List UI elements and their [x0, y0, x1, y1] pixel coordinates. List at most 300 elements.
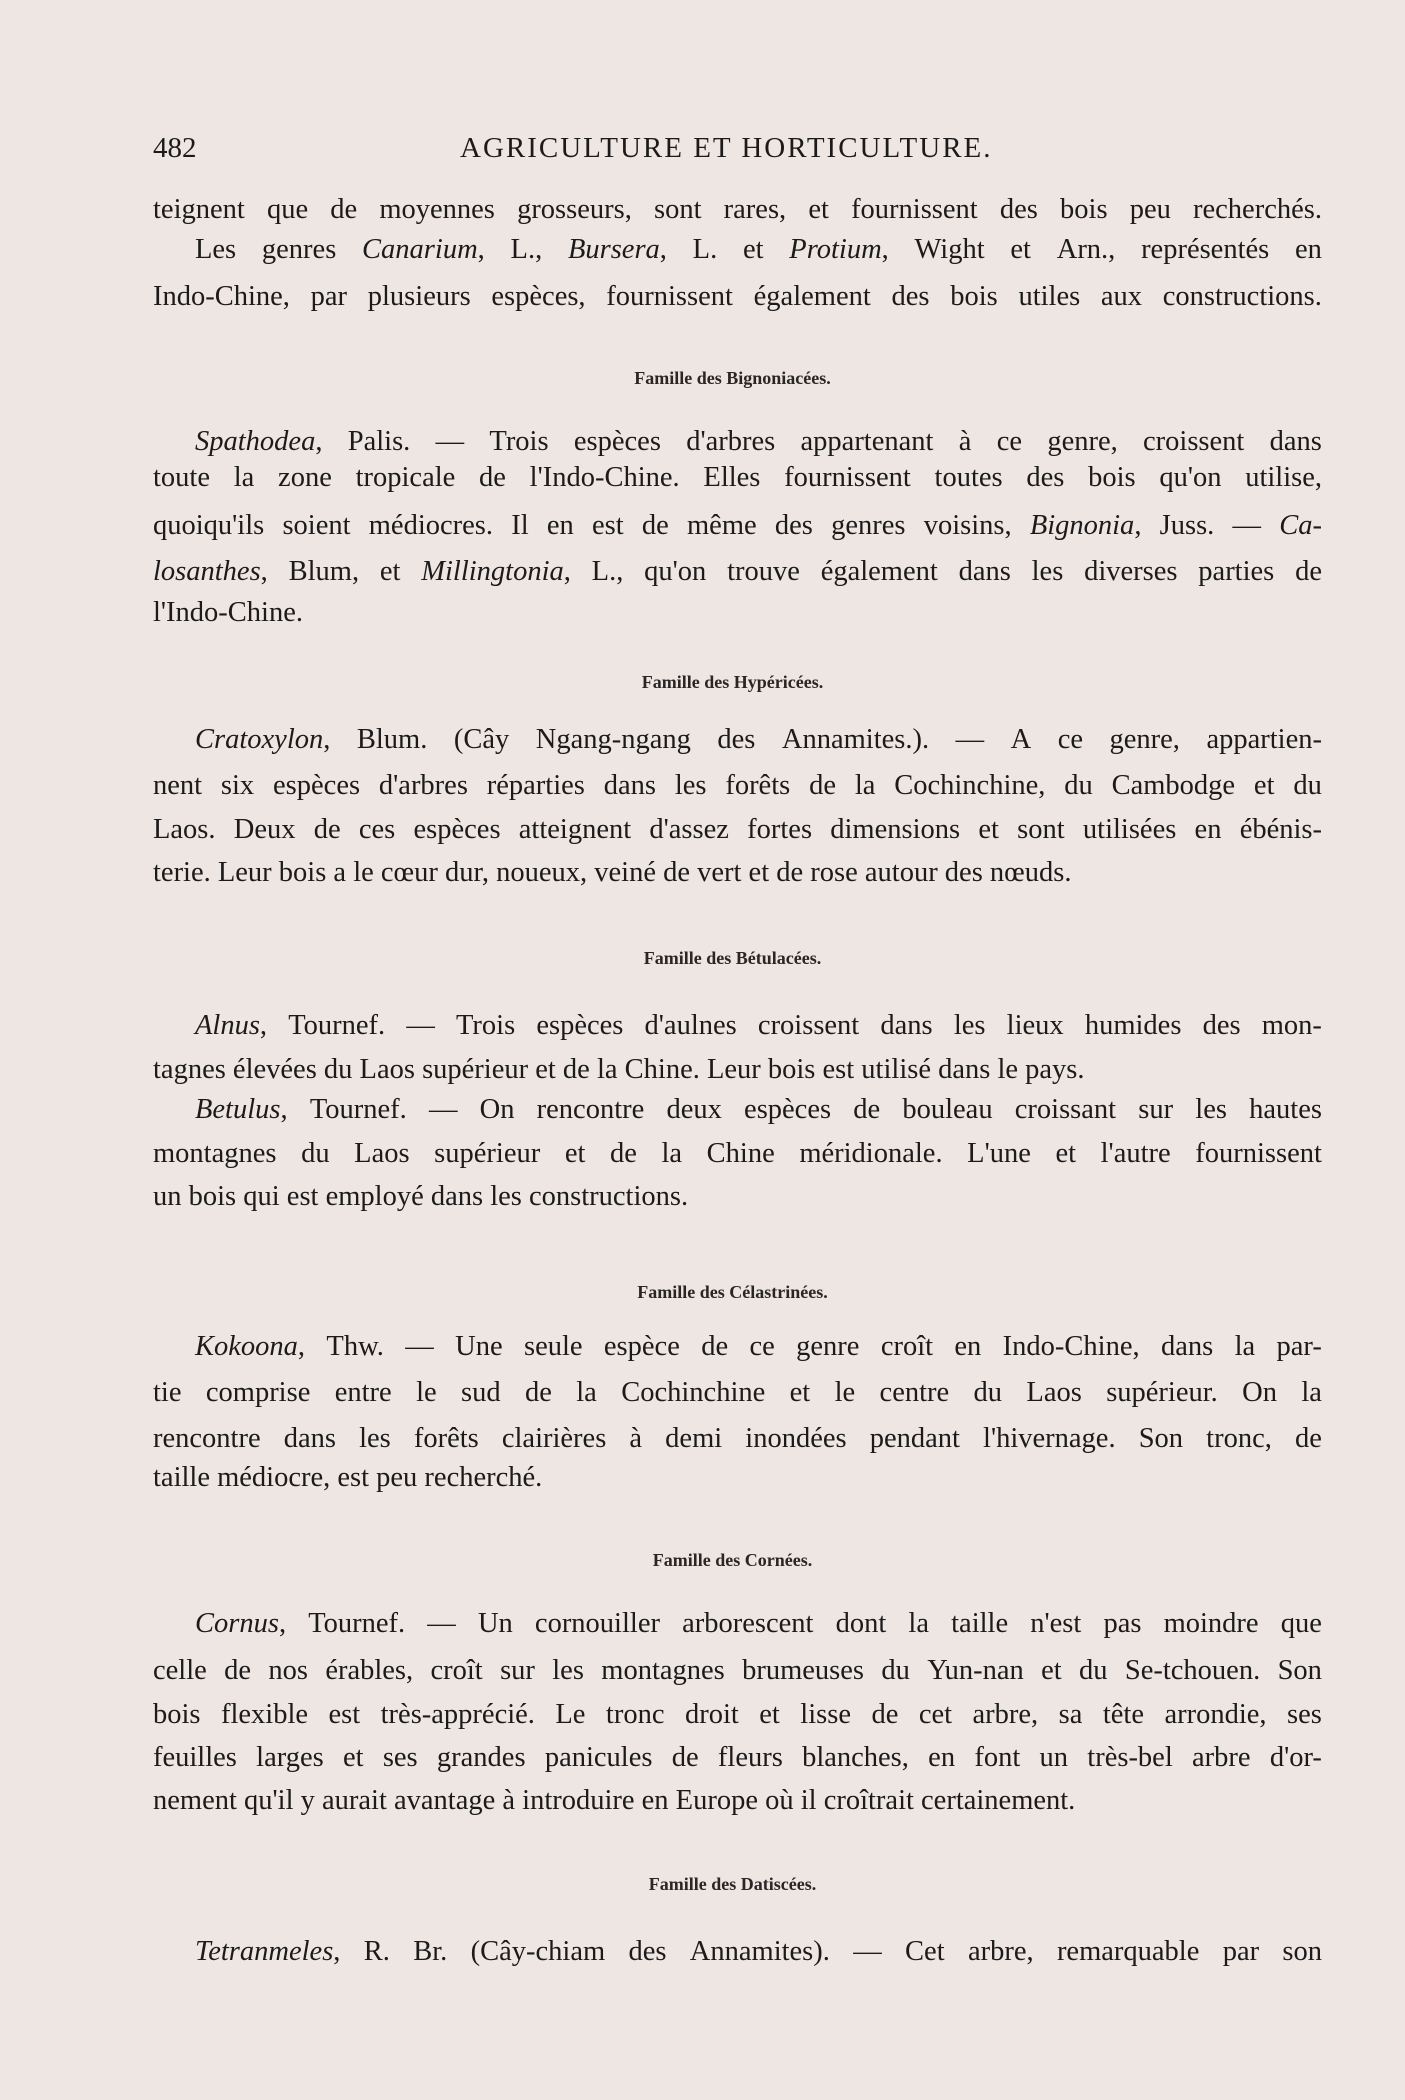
word: recherchés.: [1193, 194, 1322, 225]
word: en: [1295, 234, 1322, 265]
word: Kokoona,: [195, 1331, 306, 1362]
text-line: [153, 766, 1322, 806]
word: la: [854, 770, 876, 801]
word: —: [955, 724, 985, 755]
word: et: [1041, 1655, 1062, 1686]
word: des: [774, 510, 813, 541]
word: L.,: [591, 556, 624, 587]
word: supérieur: [434, 1138, 541, 1169]
word: mon-: [1261, 1010, 1322, 1041]
word: Tournef.: [309, 1094, 407, 1125]
word: Protium,: [789, 234, 889, 265]
word: dans: [283, 1423, 336, 1454]
word: Ngang-ngang: [535, 724, 691, 755]
word: Annamites).: [689, 1936, 830, 1967]
word: des: [717, 724, 756, 755]
word: les: [953, 1010, 986, 1041]
word: Cambodge: [1111, 770, 1236, 801]
word: dans: [1160, 1331, 1214, 1362]
word: de: [524, 1377, 552, 1408]
word: du: [1079, 1655, 1108, 1686]
word: l'Indo-Chine.: [529, 462, 680, 493]
word: Elles: [703, 462, 761, 493]
word: également: [753, 281, 871, 312]
word: droit: [684, 1699, 739, 1730]
text-line: [195, 230, 1322, 270]
word: de: [1294, 1423, 1322, 1454]
word: de: [330, 194, 358, 225]
word: des: [1026, 462, 1065, 493]
section-heading: Famille des Célastrinées.: [637, 1282, 828, 1302]
text-line: [195, 422, 1322, 462]
word: A: [1010, 724, 1032, 755]
word: rencontre: [153, 1423, 261, 1454]
word: celle: [153, 1655, 207, 1686]
word: le: [416, 1377, 437, 1408]
word: en: [1194, 814, 1222, 845]
word: (Cây-chiam: [470, 1936, 606, 1967]
word: Tetranmeles,: [195, 1936, 341, 1967]
word: forêts: [413, 1423, 479, 1454]
word: et: [1010, 234, 1031, 265]
word: dans: [603, 770, 656, 801]
word: nos: [268, 1655, 308, 1686]
word: dans: [1269, 426, 1322, 457]
word: quoiqu'ils: [153, 510, 265, 541]
word: d'or-: [1269, 1742, 1322, 1773]
word: espèces: [744, 1094, 832, 1125]
word: en: [546, 510, 574, 541]
word: tronc: [605, 1699, 665, 1730]
word: du: [1293, 770, 1322, 801]
word: ébénis-: [1239, 814, 1322, 845]
word: espèces: [573, 426, 661, 457]
word: du: [973, 1377, 1003, 1408]
word: l'hivernage.: [983, 1423, 1116, 1454]
text-line: [153, 506, 1322, 546]
word: hautes: [1249, 1094, 1322, 1125]
word: érables,: [325, 1655, 414, 1686]
word: du: [301, 1138, 330, 1169]
word: Blum.: [356, 724, 428, 755]
word: taille: [951, 1608, 1009, 1639]
word: sud: [461, 1377, 501, 1408]
word: et: [759, 1699, 780, 1730]
text-line: [153, 1373, 1322, 1413]
section-heading: Famille des Bignoniacées.: [634, 368, 831, 388]
word: les: [674, 770, 707, 801]
word: Laos: [1026, 1377, 1082, 1408]
word: bois: [1060, 194, 1108, 225]
text-line: [153, 1050, 1322, 1090]
word: du: [881, 1655, 910, 1686]
word: arbre,: [967, 1936, 1034, 1967]
word: Arn.,: [1056, 234, 1116, 265]
word: Millingtonia,: [421, 556, 571, 587]
word: Cochinchine: [621, 1377, 766, 1408]
word: teignent: [153, 194, 245, 225]
text-line: [153, 810, 1322, 850]
word: cet: [918, 1699, 953, 1730]
word: Thw.: [326, 1331, 384, 1362]
text-run: tagnes élevées du Laos supérieur et de la Chine. Leur bois est utilisé dans le pays.: [153, 1054, 1085, 1085]
word: zone: [278, 462, 332, 493]
text-line: [153, 277, 1322, 317]
word: fournissent: [1195, 1138, 1322, 1169]
word: ce: [996, 426, 1023, 457]
word: deux: [666, 1094, 722, 1125]
text-line: [195, 720, 1322, 760]
word: Une: [455, 1331, 503, 1362]
word: également: [820, 556, 938, 587]
word: espèce: [603, 1331, 680, 1362]
word: de: [809, 770, 836, 801]
word: est: [591, 510, 624, 541]
word: moyennes: [379, 194, 495, 225]
word: toute: [153, 462, 210, 493]
word: d'arbres: [686, 426, 776, 457]
word: qu'on: [644, 556, 707, 587]
word: d'aulnes: [644, 1010, 737, 1041]
word: d'arbres: [378, 770, 468, 801]
word: Chine: [706, 1138, 775, 1169]
word: larges: [256, 1742, 324, 1773]
word: en: [954, 1331, 982, 1362]
word: dont: [835, 1608, 887, 1639]
word: arbre: [1192, 1742, 1251, 1773]
word: dimensions: [830, 814, 961, 845]
word: tie: [153, 1377, 182, 1408]
word: le: [834, 1377, 856, 1408]
word: R.: [363, 1936, 390, 1967]
word: Trois: [489, 426, 549, 457]
word: un: [1039, 1742, 1069, 1773]
word: Indo-Chine,: [153, 281, 290, 312]
text-line: [195, 1932, 1322, 1972]
word: des: [891, 281, 930, 312]
word: sont: [654, 194, 702, 225]
word: utiles: [1018, 281, 1081, 312]
word: comprise: [205, 1377, 311, 1408]
text-line: [153, 1419, 1322, 1459]
word: L.: [692, 234, 718, 265]
word: et: [379, 556, 401, 587]
text-run: l'Indo-Chine.: [153, 597, 303, 628]
text-line: [195, 1006, 1322, 1046]
word: trouve: [727, 556, 800, 587]
word: très-apprécié.: [380, 1699, 535, 1730]
word: par: [310, 281, 348, 312]
word: Alnus,: [195, 1010, 268, 1041]
word: sur: [500, 1655, 535, 1686]
word: cornouiller: [534, 1608, 660, 1639]
text-line: [153, 552, 1322, 592]
text-run: un bois qui est employé dans les constructions.: [153, 1181, 689, 1212]
word: font: [974, 1742, 1021, 1773]
word: la: [1301, 1377, 1322, 1408]
word: et: [742, 234, 764, 265]
word: utilise,: [1245, 462, 1322, 493]
text-line: [153, 458, 1322, 498]
word: clairières: [501, 1423, 607, 1454]
text-line: [153, 1651, 1322, 1691]
word: de: [313, 814, 341, 845]
word: que: [266, 194, 309, 225]
word: espèces: [273, 770, 361, 801]
word: forêts: [725, 770, 791, 801]
word: qu'on: [1159, 462, 1222, 493]
word: de: [853, 1094, 881, 1125]
word: lieux: [1006, 1010, 1064, 1041]
word: croissent: [1143, 426, 1245, 457]
word: de: [609, 1138, 637, 1169]
word: n'est: [1030, 1608, 1082, 1639]
word: montagnes: [601, 1655, 725, 1686]
word: six: [220, 770, 255, 801]
text-line: [153, 1177, 1322, 1217]
word: espèces: [413, 814, 501, 845]
word: médiocres.: [368, 510, 493, 541]
word: inondées: [745, 1423, 847, 1454]
word: Palis.: [347, 426, 411, 457]
word: la: [908, 1608, 929, 1639]
word: Tournef.: [308, 1608, 406, 1639]
word: plusieurs: [367, 281, 471, 312]
word: toutes: [934, 462, 1003, 493]
word: arrondie,: [1164, 1699, 1267, 1730]
word: de: [871, 1699, 899, 1730]
word: grandes: [436, 1742, 526, 1773]
word: ses: [382, 1742, 418, 1773]
word: (Cây: [453, 724, 510, 755]
text-line: [153, 593, 1322, 633]
word: pendant: [869, 1423, 960, 1454]
word: L'une: [967, 1138, 1031, 1169]
word: que: [1280, 1608, 1322, 1639]
word: et: [1055, 1138, 1077, 1169]
word: dans: [958, 556, 1011, 587]
word: genres: [261, 234, 337, 265]
word: feuilles: [153, 1742, 237, 1773]
word: aux: [1100, 281, 1143, 312]
word: à: [629, 1423, 643, 1454]
word: —: [1232, 510, 1262, 541]
word: Cratoxylon,: [195, 724, 331, 755]
word: On: [479, 1094, 515, 1125]
word: diverses: [1084, 556, 1178, 587]
word: appartien-: [1206, 724, 1322, 755]
word: L.,: [510, 234, 543, 265]
word: les: [1031, 556, 1064, 587]
word: Blum,: [288, 556, 360, 587]
word: —: [853, 1936, 882, 1967]
text-line: [153, 190, 1322, 230]
word: grosseurs,: [517, 194, 632, 225]
word: de: [224, 1655, 252, 1686]
word: et: [564, 1138, 586, 1169]
word: de: [1295, 556, 1322, 587]
word: la: [233, 462, 255, 493]
word: montagnes: [153, 1138, 277, 1169]
word: genres: [831, 510, 906, 541]
word: soient: [282, 510, 351, 541]
word: bois: [153, 1699, 201, 1730]
word: Laos.: [153, 814, 216, 845]
word: dans: [880, 1010, 933, 1041]
word: très-bel: [1087, 1742, 1173, 1773]
running-title: AGRICULTURE ET HORTICULTURE.: [460, 132, 993, 164]
word: représentés: [1141, 234, 1270, 265]
word: Bignonia,: [1029, 510, 1142, 541]
word: Laos: [354, 1138, 410, 1169]
word: sont: [1017, 814, 1065, 845]
word: utilisées: [1082, 814, 1177, 845]
word: arborescent: [682, 1608, 814, 1639]
text-line: [153, 1458, 1322, 1498]
text-line: [153, 1134, 1322, 1174]
word: fleurs: [717, 1742, 783, 1773]
section-heading: Famille des Datiscées.: [648, 1874, 817, 1894]
word: tronc,: [1206, 1423, 1272, 1454]
word: espèces: [536, 1010, 624, 1041]
text-line: [153, 1738, 1322, 1778]
page-number: 482: [153, 132, 197, 164]
section-heading: Famille des Bétulacées.: [643, 948, 822, 968]
word: ces: [358, 814, 396, 845]
word: croissent: [757, 1010, 860, 1041]
word: Wight: [914, 234, 985, 265]
text-run: terie. Leur bois a le cœur dur, noueux, veiné de vert et de rose autour des nœuds.: [153, 857, 1072, 888]
text-line: [195, 1604, 1322, 1644]
word: les: [359, 1423, 391, 1454]
word: fournissent: [784, 462, 911, 493]
word: bois: [950, 281, 998, 312]
text-line: [153, 1781, 1322, 1821]
word: de: [479, 462, 506, 493]
word: bouleau: [902, 1094, 993, 1125]
word: réparties: [486, 770, 585, 801]
word: panicules: [544, 1742, 653, 1773]
word: Le: [555, 1699, 586, 1730]
word: Canarium,: [362, 234, 485, 265]
word: Son: [1138, 1423, 1184, 1454]
word: supérieur.: [1106, 1377, 1218, 1408]
word: de: [671, 1742, 699, 1773]
word: la: [576, 1377, 597, 1408]
word: l'autre: [1100, 1138, 1171, 1169]
word: la: [661, 1138, 683, 1169]
word: croît: [880, 1331, 934, 1362]
word: du: [1064, 770, 1093, 801]
word: des: [628, 1936, 667, 1967]
word: demi: [665, 1423, 723, 1454]
word: blanches,: [802, 1742, 909, 1773]
word: Bursera,: [567, 234, 667, 265]
word: lisse: [800, 1699, 851, 1730]
word: et: [789, 1377, 811, 1408]
word: Betulus,: [195, 1094, 288, 1125]
text-line: [153, 1695, 1322, 1735]
word: Son: [1277, 1655, 1322, 1686]
word: pas: [1103, 1608, 1142, 1639]
word: croît: [430, 1655, 483, 1686]
word: —: [428, 1094, 458, 1125]
word: Deux: [233, 814, 296, 845]
word: rares,: [723, 194, 787, 225]
word: ce: [749, 1331, 775, 1362]
section-heading: Famille des Hypéricées.: [641, 672, 824, 692]
word: nent: [153, 770, 203, 801]
word: Trois: [456, 1010, 516, 1041]
word: On: [1242, 1377, 1277, 1408]
word: croissant: [1014, 1094, 1117, 1125]
word: appartenant: [800, 426, 934, 457]
text-run: nement qu'il y aurait avantage à introduire en Europe où il croîtrait certainement.: [153, 1785, 1076, 1816]
word: genre: [796, 1331, 860, 1362]
word: les: [552, 1655, 584, 1686]
word: de: [701, 1331, 729, 1362]
word: Spathodea,: [195, 426, 323, 457]
word: son: [1282, 1936, 1322, 1967]
word: des: [1202, 1010, 1241, 1041]
word: Indo-Chine,: [1002, 1331, 1140, 1362]
word: —: [435, 426, 465, 457]
word: Ca-: [1279, 510, 1322, 541]
section-heading: Famille des Cornées.: [652, 1550, 813, 1570]
word: —: [405, 1331, 434, 1362]
word: losanthes,: [153, 556, 268, 587]
word: par: [1222, 1936, 1260, 1967]
word: brumeuses: [742, 1655, 864, 1686]
word: fournissent: [606, 281, 733, 312]
word: fortes: [747, 814, 813, 845]
word: flexible: [220, 1699, 309, 1730]
word: des: [999, 194, 1038, 225]
word: Annamites.).: [781, 724, 930, 755]
word: et: [808, 194, 829, 225]
word: constructions.: [1162, 281, 1322, 312]
word: —: [427, 1608, 456, 1639]
word: remarquable: [1056, 1936, 1200, 1967]
word: genre,: [1109, 724, 1180, 755]
word: et: [342, 1742, 364, 1773]
word: méridionale.: [799, 1138, 943, 1169]
word: Un: [477, 1608, 513, 1639]
word: Il: [511, 510, 529, 541]
word: fournissent: [851, 194, 978, 225]
word: seule: [523, 1331, 583, 1362]
word: rencontre: [536, 1094, 645, 1125]
word: par-: [1276, 1331, 1322, 1362]
word: en: [928, 1742, 956, 1773]
word: tête: [1102, 1699, 1144, 1730]
word: peu: [1129, 194, 1171, 225]
word: parties: [1198, 556, 1275, 587]
word: genre,: [1047, 426, 1118, 457]
word: Br.: [413, 1936, 448, 1967]
word: ses: [1287, 1699, 1322, 1730]
word: Cochinchine,: [894, 770, 1046, 801]
word: de: [641, 510, 669, 541]
word: —: [406, 1010, 435, 1041]
text-line: [195, 1090, 1322, 1130]
word: la: [1234, 1331, 1256, 1362]
word: Les: [195, 234, 237, 265]
word: ce: [1057, 724, 1084, 755]
word: arbre,: [972, 1699, 1039, 1730]
word: même: [687, 510, 757, 541]
word: Yun-nan: [927, 1655, 1024, 1686]
